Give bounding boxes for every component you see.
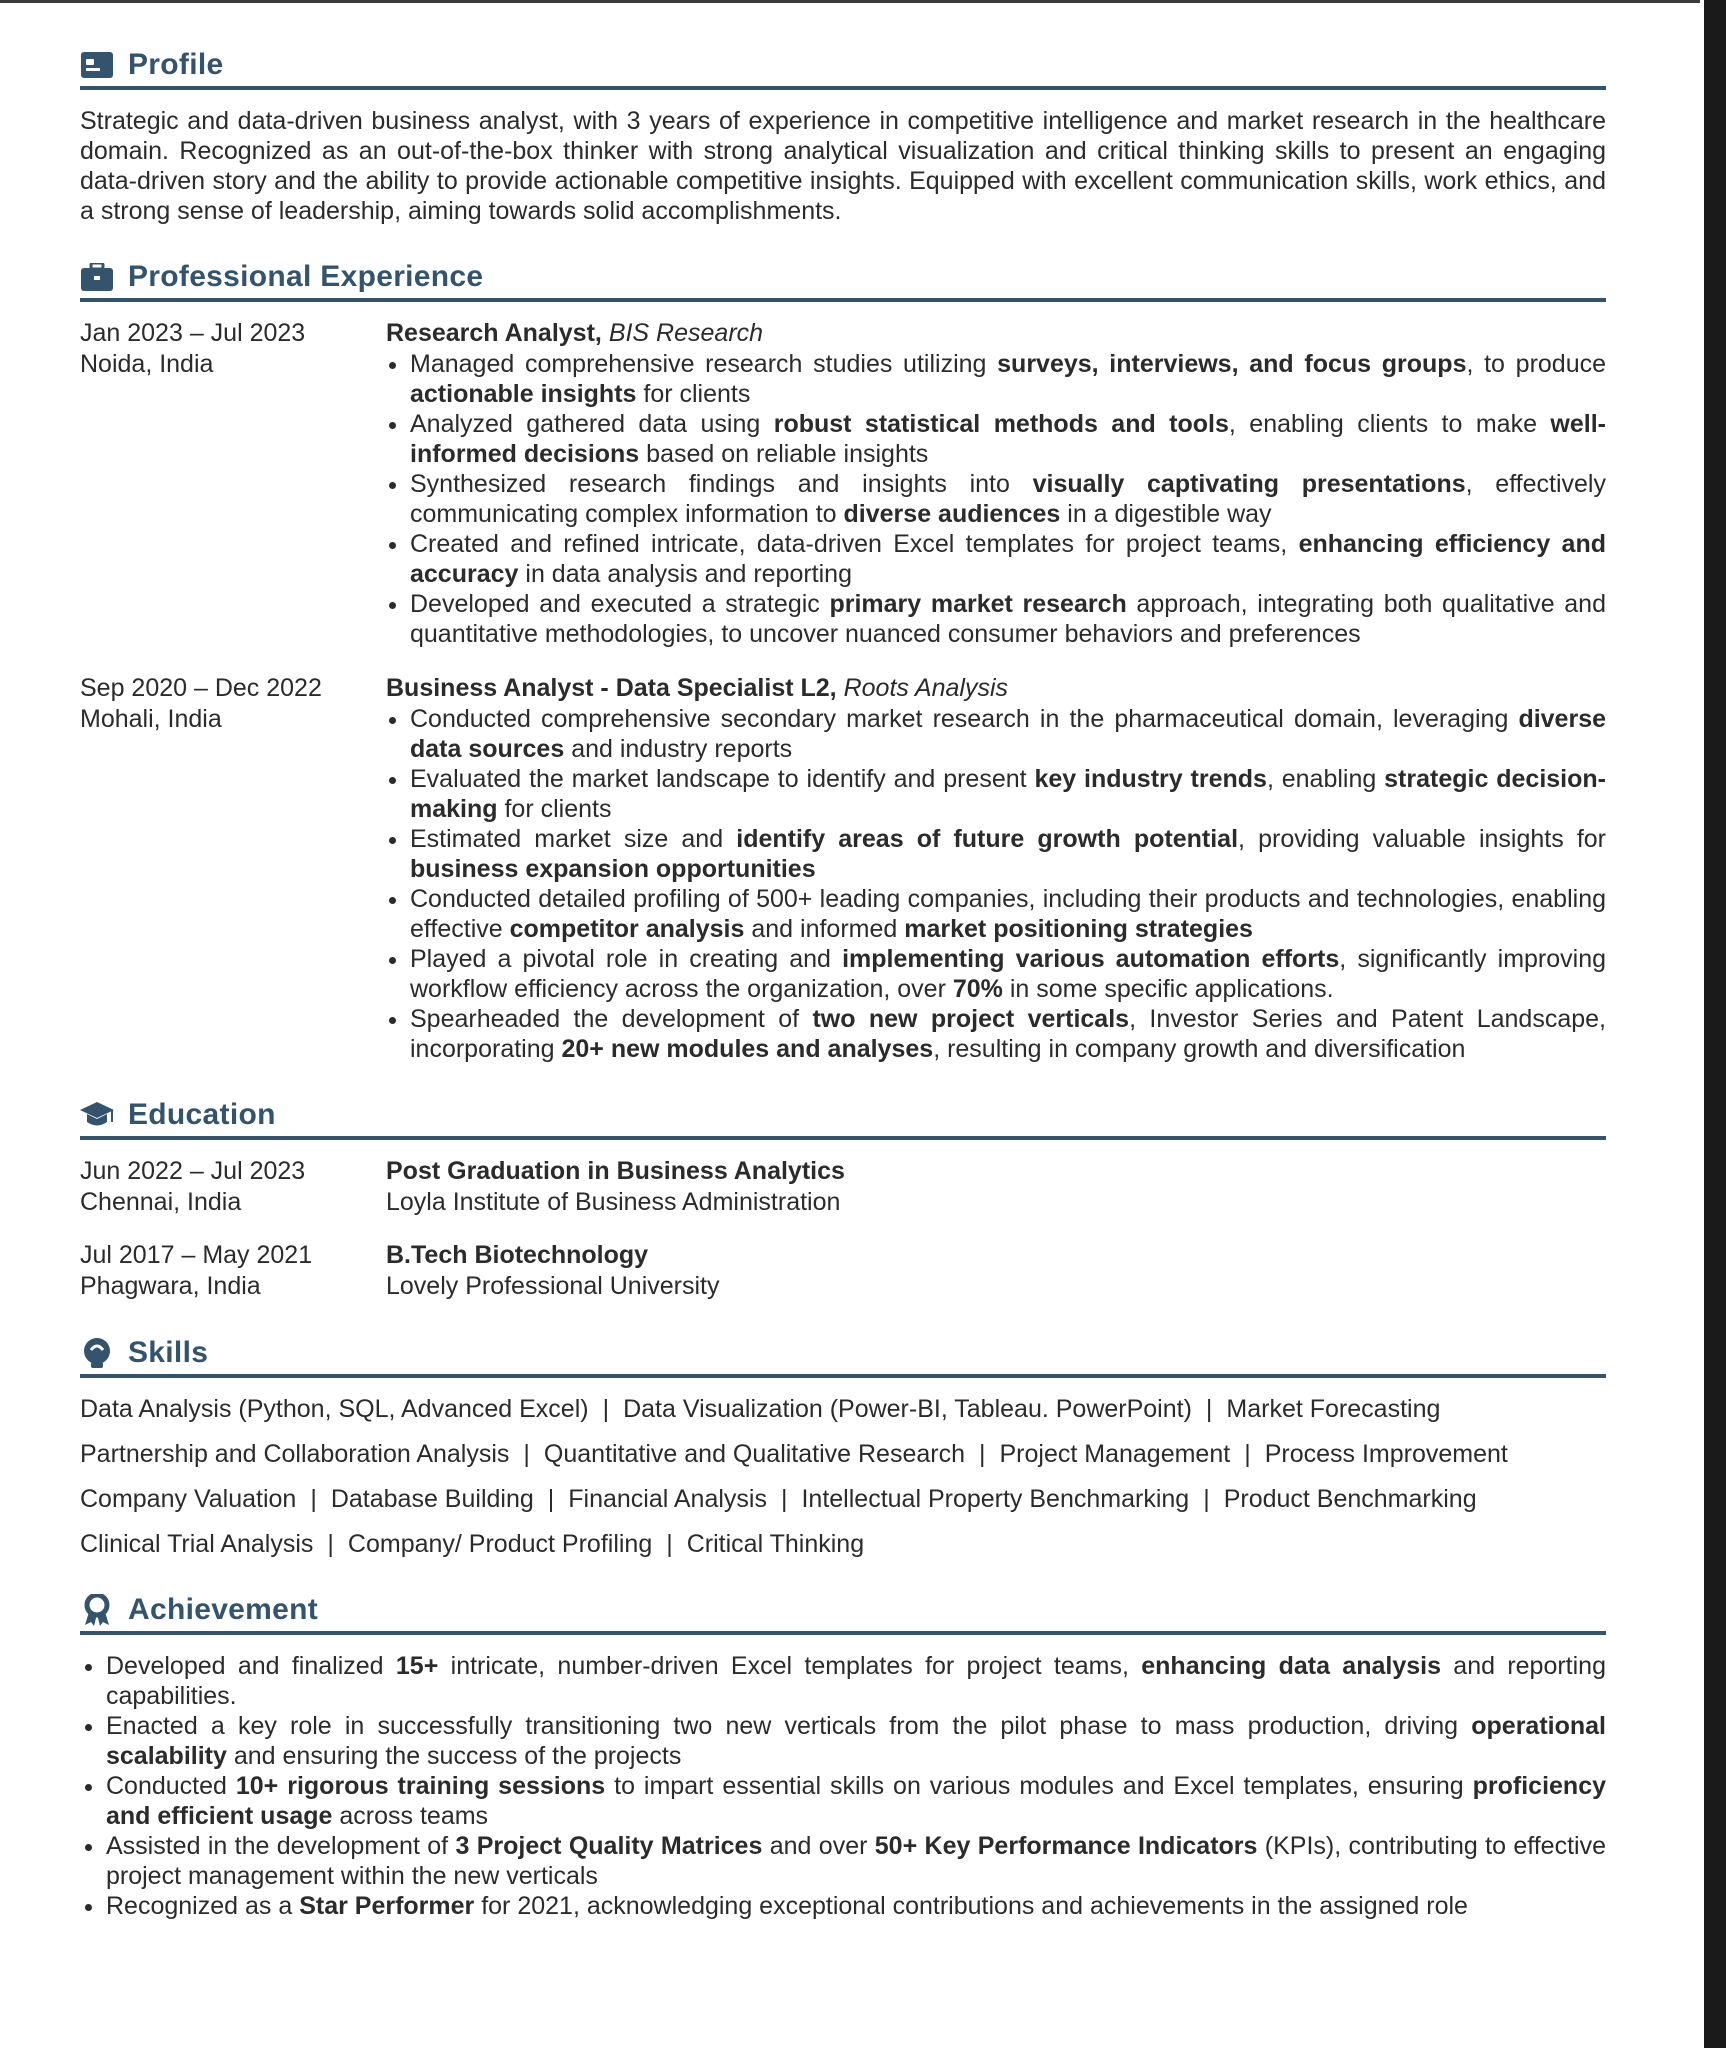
bullet-item <box>410 349 1606 409</box>
skills-row <box>80 1394 1606 1424</box>
skill-separator: | <box>1203 1485 1210 1513</box>
bullet-item <box>410 944 1606 1004</box>
skill-item: Product Benchmarking <box>1223 1485 1477 1513</box>
text-run: Created and refined intricate, data-driven Excel templates for project teams, <box>410 530 1299 558</box>
achievement-item <box>106 1891 1606 1921</box>
bold-text: enhancing efficiency and accuracy <box>410 530 1606 588</box>
text-run: based on reliable insights <box>639 440 929 468</box>
bold-text: 50+ Key Performance Indicators <box>874 1832 1258 1860</box>
bullet-item <box>410 529 1606 589</box>
bold-text: enhancing data analysis <box>1141 1652 1441 1680</box>
bullet-item <box>410 469 1606 529</box>
education-entry <box>80 1156 1606 1218</box>
achievement-list <box>80 1651 1606 1921</box>
text-run: intricate, number-driven Excel templates for project teams, <box>438 1652 1142 1680</box>
text-run: for 2021, acknowledging exceptional contributions and achievements in the assigned role <box>474 1892 1468 1920</box>
job-bullets <box>386 704 1606 1064</box>
text-run: Managed comprehensive research studies utilizing <box>410 350 998 378</box>
text-run: and ensuring the success of the projects <box>226 1742 682 1770</box>
bold-text: strategic decision-making <box>410 765 1606 823</box>
profile-section <box>80 48 1606 226</box>
bold-text: diverse data sources <box>410 705 1606 763</box>
skill-separator: | <box>602 1395 610 1423</box>
skill-item: Data Visualization (Power-BI, Tableau. PowerPoint) <box>623 1395 1192 1423</box>
bold-text: 20+ new modules and analyses <box>561 1035 934 1063</box>
text-run: Evaluated the market landscape to identify and present <box>410 765 1035 793</box>
skills-section <box>80 1336 1606 1559</box>
skill-separator: | <box>547 1485 555 1513</box>
education-school: Lovely Professional University <box>386 1272 720 1300</box>
education-school: Loyla Institute of Business Administration <box>386 1188 841 1216</box>
bold-text: 70% <box>952 975 1003 1003</box>
section-title: Skills <box>128 1336 209 1369</box>
section-title: Profile <box>128 48 224 81</box>
skill-item: Partnership and Collaboration Analysis <box>80 1440 510 1468</box>
job-dates: Jan 2023 – Jul 2023 <box>80 319 306 347</box>
section-title: Professional Experience <box>128 260 484 293</box>
text-run: in a digestible way <box>1060 500 1272 528</box>
education-degree: Post Graduation in Business Analytics <box>386 1157 845 1185</box>
skills-row <box>80 1529 1606 1559</box>
skills-row <box>80 1484 1606 1514</box>
profile-header <box>80 48 1606 90</box>
education-details <box>386 1156 1606 1218</box>
education-degree: B.Tech Biotechnology <box>386 1241 649 1269</box>
job-meta <box>80 318 386 649</box>
achievement-item <box>106 1771 1606 1831</box>
job-list <box>80 318 1606 1064</box>
skill-item: Database Building <box>330 1485 534 1513</box>
job-entry <box>80 318 1606 649</box>
text-run: , enabling <box>1266 765 1385 793</box>
text-run: Recognized as a <box>106 1892 300 1920</box>
right-edge-bar <box>1704 0 1726 2048</box>
text-run: Analyzed gathered data using <box>410 410 774 438</box>
bold-text: diverse audiences <box>843 500 1061 528</box>
job-company: BIS Research <box>608 319 764 347</box>
education-section <box>80 1098 1606 1302</box>
skill-item: Data Analysis (Python, SQL, Advanced Excel) <box>80 1395 589 1423</box>
job-dates: Sep 2020 – Dec 2022 <box>80 674 322 702</box>
bold-text: two new project verticals <box>812 1005 1130 1033</box>
bullet-item <box>410 884 1606 944</box>
skill-separator: | <box>310 1485 317 1513</box>
bold-text: primary market research <box>829 590 1127 618</box>
skill-separator: | <box>327 1530 334 1558</box>
education-dates: Jun 2022 – Jul 2023 <box>80 1157 306 1185</box>
bold-text: surveys, interviews, and focus groups <box>997 350 1467 378</box>
job-details <box>386 318 1606 649</box>
bold-text: operational scalability <box>106 1712 1606 1770</box>
skill-item: Quantitative and Qualitative Research <box>543 1440 965 1468</box>
bullet-item <box>410 824 1606 884</box>
skill-item: Clinical Trial Analysis <box>80 1530 314 1558</box>
bold-text: identify areas of future growth potential <box>736 825 1239 853</box>
skill-item: Intellectual Property Benchmarking <box>801 1485 1190 1513</box>
text-run: Enacted a key role in successfully transitioning two new verticals from the pilot phase to mass production, driving <box>106 1712 1472 1740</box>
section-title: Achievement <box>128 1593 319 1626</box>
text-run: Assisted in the development of <box>106 1832 456 1860</box>
education-meta <box>80 1156 386 1218</box>
bullet-item <box>410 409 1606 469</box>
education-details <box>386 1240 1606 1302</box>
top-border <box>0 0 1700 3</box>
text-run: , resulting in company growth and diversification <box>933 1035 1466 1063</box>
text-run: , to produce <box>1466 350 1607 378</box>
education-entry <box>80 1240 1606 1302</box>
job-location: Mohali, India <box>80 705 222 733</box>
job-title-line <box>386 318 1606 349</box>
bullet-item <box>410 704 1606 764</box>
bold-text: 15+ <box>395 1652 439 1680</box>
text-run: Spearheaded the development of <box>410 1005 813 1033</box>
skill-item: Process Improvement <box>1264 1440 1508 1468</box>
bold-text: 10+ rigorous training sessions <box>235 1772 606 1800</box>
lightbulb-icon <box>80 1338 114 1368</box>
profile-summary: Strategic and data-driven business analyst, with 3 years of experience in competitive intelligence and market research in the healthcare domain. Recognized as an out-of-the-box thinker with strong analytical visualization and critical thinking skills to present an engaging data-driven story and the ability to provide actionable competitive insights. Equipped with excellent communication skills, work ethics, and a strong sense of leadership, aiming towards solid accomplishments. <box>80 107 1606 225</box>
bold-text: Star Performer <box>299 1892 475 1920</box>
id-card-icon <box>80 50 114 80</box>
text-run: Played a pivotal role in creating and <box>410 945 843 973</box>
skill-separator: | <box>780 1485 788 1513</box>
skill-separator: | <box>666 1530 673 1558</box>
bold-text: business expansion opportunities <box>410 855 816 883</box>
text-run: Developed and finalized <box>106 1652 396 1680</box>
job-company: Roots Analysis <box>843 674 1008 702</box>
text-run: approach, integrating both qualitative and quantitative methodologies, to uncover nuanced consumer behaviors and preferences <box>410 590 1606 648</box>
text-run: Estimated market size and <box>410 825 737 853</box>
bold-text: key industry trends <box>1034 765 1267 793</box>
text-run: Conducted <box>106 1772 236 1800</box>
education-meta <box>80 1240 386 1302</box>
bold-text: well-informed decisions <box>410 410 1606 468</box>
skill-item: Market Forecasting <box>1226 1395 1441 1423</box>
skill-separator: | <box>523 1440 530 1468</box>
education-location: Phagwara, India <box>80 1272 261 1300</box>
text-run: to impart essential skills on various modules and Excel templates, ensuring <box>605 1772 1473 1800</box>
text-run: and industry reports <box>564 735 793 763</box>
skills-row <box>80 1439 1606 1469</box>
skill-item: Company Valuation <box>80 1485 297 1513</box>
text-run: and over <box>762 1832 875 1860</box>
skill-separator: | <box>1244 1440 1251 1468</box>
text-run: Conducted comprehensive secondary market research in the pharmaceutical domain, leveraging <box>410 705 1519 733</box>
text-run: and informed <box>744 915 905 943</box>
experience-section <box>80 260 1606 1064</box>
text-run: for clients <box>497 795 612 823</box>
bold-text: robust statistical methods and tools <box>773 410 1229 438</box>
resume-page <box>80 48 1606 1955</box>
section-title: Education <box>128 1098 276 1131</box>
job-meta <box>80 673 386 1064</box>
text-run: , providing valuable insights for <box>1238 825 1607 853</box>
text-run: Developed and executed a strategic <box>410 590 830 618</box>
achievement-item <box>106 1831 1606 1891</box>
text-run: in data analysis and reporting <box>518 560 852 588</box>
bullet-item <box>410 764 1606 824</box>
job-details <box>386 673 1606 1064</box>
job-title-line <box>386 673 1606 704</box>
bold-text: 3 Project Quality Matrices <box>455 1832 763 1860</box>
achievement-section <box>80 1593 1606 1921</box>
job-entry <box>80 673 1606 1064</box>
text-run: , significantly improving workflow efficiency across the organization, over <box>410 945 1607 1003</box>
job-role: Business Analyst - Data Specialist L2, <box>386 674 837 702</box>
achievement-header <box>80 1593 1606 1635</box>
text-run: , enabling clients to make <box>1228 410 1551 438</box>
text-run: for clients <box>636 380 751 408</box>
education-header <box>80 1098 1606 1140</box>
bold-text: actionable insights <box>410 380 637 408</box>
bullet-item <box>410 1004 1606 1064</box>
bullet-item <box>410 589 1606 649</box>
achievement-item <box>106 1651 1606 1711</box>
briefcase-icon <box>80 262 114 292</box>
text-run: , Investor Series and Patent Landscape, incorporating <box>410 1005 1606 1063</box>
job-bullets <box>386 349 1606 649</box>
education-location: Chennai, India <box>80 1188 242 1216</box>
text-run: Synthesized research findings and insights into <box>410 470 1033 498</box>
skill-item: Critical Thinking <box>686 1530 865 1558</box>
skill-item: Company/ Product Profiling <box>347 1530 653 1558</box>
skill-item: Project Management <box>999 1440 1231 1468</box>
skill-separator: | <box>1205 1395 1213 1423</box>
bold-text: visually captivating presentations <box>1032 470 1466 498</box>
graduation-cap-icon <box>80 1100 114 1130</box>
text-run: , effectively communicating complex information to <box>410 470 1606 528</box>
award-ribbon-icon <box>80 1595 114 1625</box>
job-location: Noida, India <box>80 350 214 378</box>
skills-header <box>80 1336 1606 1378</box>
experience-header <box>80 260 1606 302</box>
text-run: (KPIs), contributing to effective project management within the new verticals <box>106 1832 1606 1890</box>
text-run: across teams <box>332 1802 489 1830</box>
bold-text: competitor analysis <box>509 915 745 943</box>
skill-separator: | <box>979 1440 986 1468</box>
job-role: Research Analyst, <box>386 319 602 347</box>
text-run: and reporting capabilities. <box>106 1652 1606 1710</box>
bold-text: proficiency and efficient usage <box>106 1772 1606 1830</box>
education-list <box>80 1156 1606 1302</box>
skills-list <box>80 1394 1606 1559</box>
bold-text: implementing various automation efforts <box>842 945 1340 973</box>
skill-item: Financial Analysis <box>568 1485 767 1513</box>
bold-text: market positioning strategies <box>904 915 1253 943</box>
text-run: Conducted detailed profiling of 500+ leading companies, including their products and technologies, enabling effective <box>410 885 1606 943</box>
education-dates: Jul 2017 – May 2021 <box>80 1241 313 1269</box>
achievement-item <box>106 1711 1606 1771</box>
text-run: in some specific applications. <box>1002 975 1334 1003</box>
